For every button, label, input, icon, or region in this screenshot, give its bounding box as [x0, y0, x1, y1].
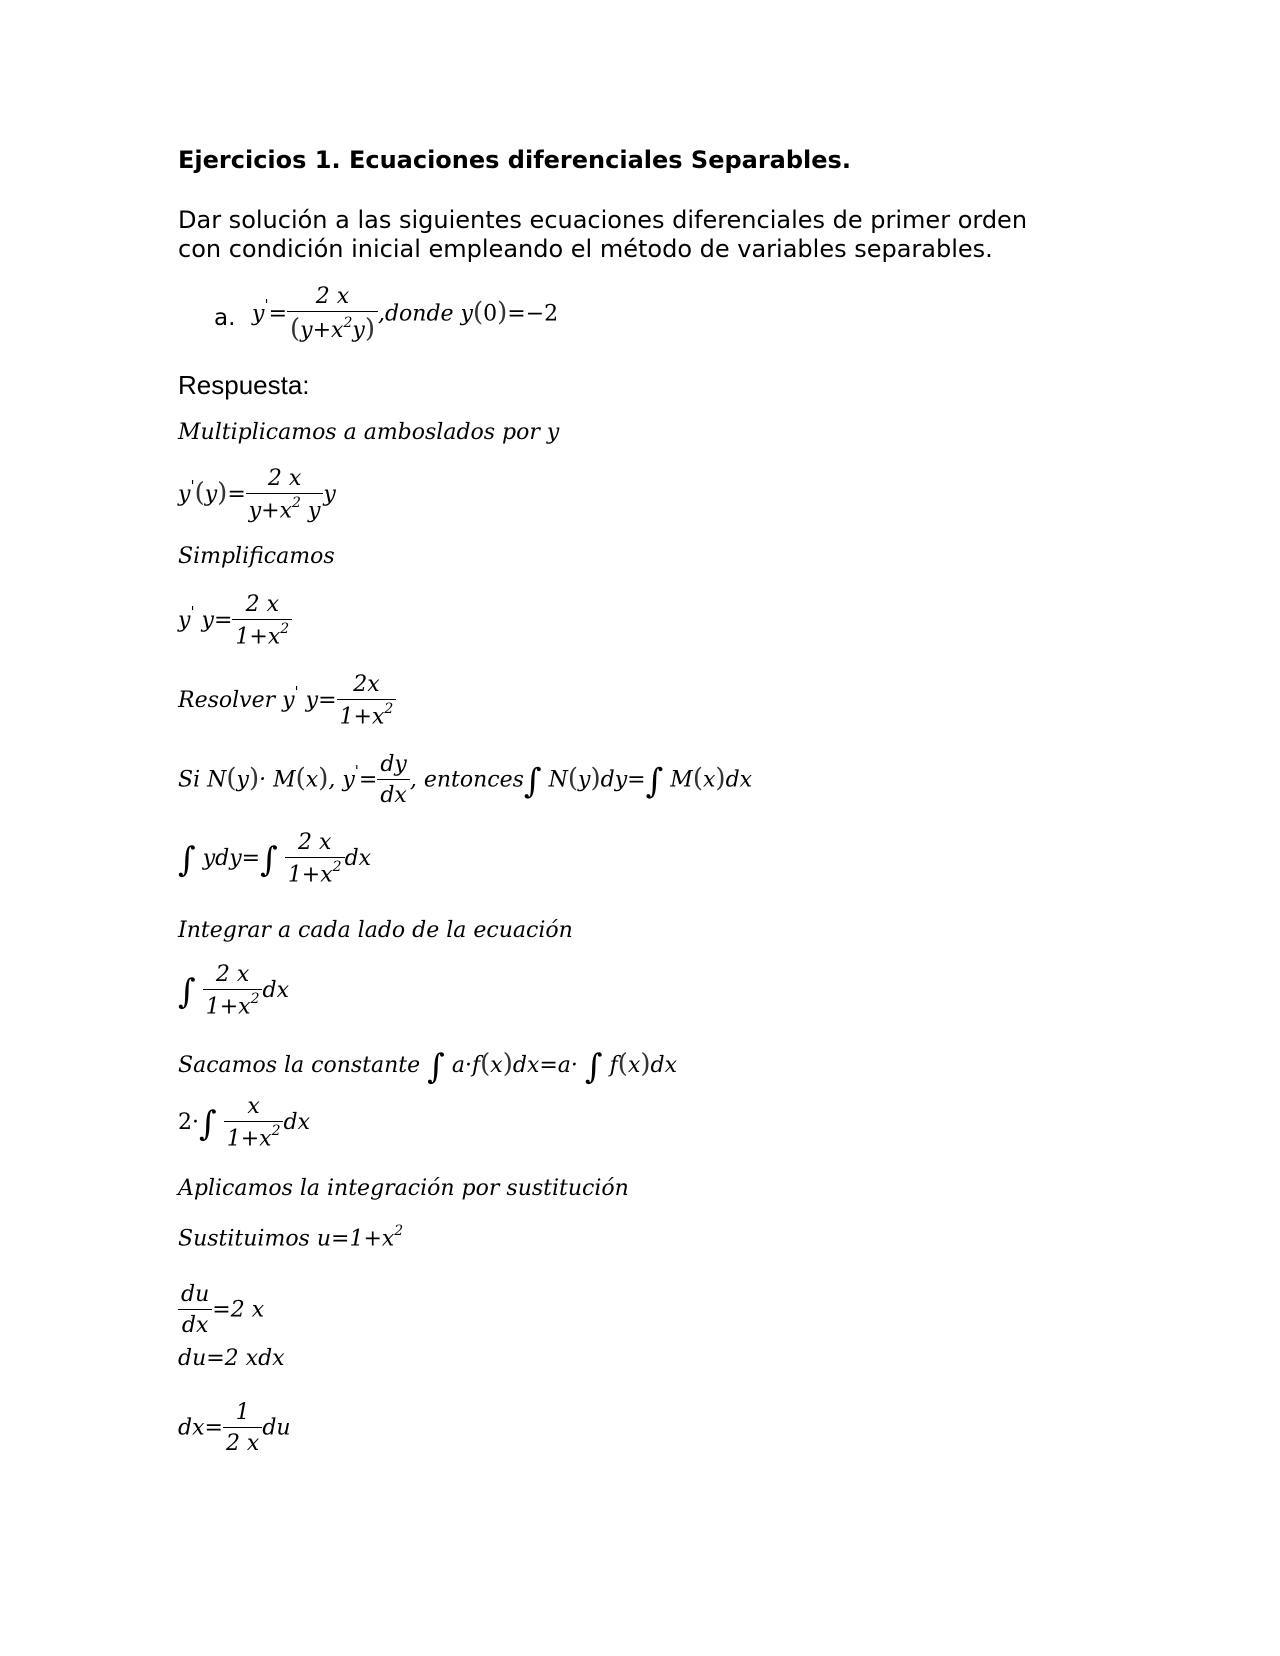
s5-den-exp: 2: [384, 701, 394, 718]
exercise-equation: [252, 284, 558, 345]
paren-open: (: [290, 314, 301, 345]
s2-fraction: [246, 466, 324, 524]
step-multiplicamos: Multiplicamos a amboslados por y: [178, 420, 560, 445]
step-equation-simplified: [178, 592, 292, 650]
s6-entonces: , entonces: [409, 767, 524, 793]
s10-label: Sacamos la constante: [178, 1053, 421, 1078]
s9-den-exp: 2: [250, 991, 260, 1008]
s10-a1: a·f: [444, 1053, 481, 1078]
s11-num: x: [224, 1094, 284, 1122]
integral-icon: ∫: [523, 761, 542, 802]
s6-c2: ): [318, 763, 329, 794]
integral-icon: ∫: [199, 1103, 217, 1144]
eq-condition: ,donde y: [377, 301, 473, 327]
s2-y: y: [204, 481, 218, 507]
step-sustituimos: [178, 1223, 404, 1252]
den-plus: +: [312, 318, 332, 344]
integral-icon: ∫: [178, 839, 196, 880]
s2-den-exp: 2: [292, 495, 301, 512]
s16-num: 1: [223, 1400, 262, 1428]
step-du-dx: [178, 1282, 264, 1339]
s5-num: 2x: [337, 672, 397, 700]
step-sacamos-constante: [178, 1047, 678, 1087]
s14-num: du: [178, 1282, 212, 1310]
integral-icon: ∫: [584, 1047, 603, 1087]
s9-dx: dx: [262, 977, 289, 1003]
eq-lhs: y: [252, 301, 265, 327]
s2-den: [246, 494, 324, 524]
cond-paren-close: ): [497, 297, 508, 328]
s11-two: 2·: [178, 1109, 199, 1135]
den-y2: y: [352, 318, 365, 344]
s10-c1: ): [502, 1049, 513, 1079]
step-integral-rhs: [178, 962, 289, 1020]
s6-o3: (: [567, 763, 579, 794]
s4-den: [232, 620, 292, 650]
s6-o2: (: [295, 763, 306, 794]
s16-rhs: du: [262, 1415, 291, 1441]
s2-eq: =: [227, 481, 246, 507]
eq-numerator: 2 x: [287, 284, 378, 312]
s6-y1: y: [236, 767, 249, 793]
s6-eq: =: [358, 767, 378, 793]
integral-icon: ∫: [178, 971, 196, 1012]
eq-denominator: [287, 312, 378, 345]
s2-close: ): [217, 477, 228, 508]
s9-den-base: 1+x: [205, 994, 251, 1020]
s10-c2: ): [640, 1049, 651, 1079]
step-dx-eq: [178, 1400, 291, 1457]
s5-prime: ': [294, 682, 299, 701]
s14-den: dx: [181, 1313, 209, 1339]
s6-si: Si N: [178, 767, 227, 793]
s13-label: Sustituimos u=1+x: [178, 1226, 395, 1252]
eq-fraction: [287, 284, 378, 345]
den-x: x: [331, 318, 344, 344]
s6-num: dy: [377, 752, 410, 780]
s2-prime: ': [190, 476, 195, 495]
integral-icon: ∫: [260, 839, 278, 880]
exercise-marker: a.: [214, 305, 236, 331]
den-y: y: [300, 318, 313, 344]
step-constant-extracted: [178, 1094, 310, 1152]
s5-eq: =: [318, 687, 337, 713]
s4-fraction: [232, 592, 292, 650]
integral-icon: ∫: [427, 1047, 445, 1087]
s6-o4: (: [692, 763, 703, 794]
s2-lhs: y: [178, 481, 191, 507]
s6-c3: ): [590, 763, 601, 794]
eq-equals: =: [268, 301, 287, 327]
s6-y2: y: [578, 767, 591, 793]
s5-fraction: [337, 672, 397, 730]
s10-o2: (: [617, 1049, 628, 1079]
s9-den: [203, 990, 263, 1020]
eq-prime: ': [264, 296, 269, 315]
s6-comma: , y: [328, 767, 355, 793]
step-integrar: Integrar a cada lado de la ecuación: [178, 918, 573, 943]
s10-x2: x: [627, 1053, 641, 1078]
s6-o1: (: [226, 763, 237, 794]
s2-den-base: y+x: [248, 498, 293, 524]
integral-icon: ∫: [645, 761, 664, 802]
s6-x2: x: [703, 767, 716, 793]
s11-den: [224, 1122, 284, 1152]
cond-paren-open: (: [472, 297, 484, 328]
s5-label: Resolver y: [178, 687, 295, 713]
respuesta-heading: Respuesta:: [178, 370, 310, 400]
s6-x1: x: [305, 767, 319, 793]
step-integral-both-sides: [178, 830, 371, 888]
s7-den-exp: 2: [332, 859, 342, 876]
s4-y: y: [194, 607, 214, 633]
s7-ydy: ydy=: [195, 845, 261, 871]
s13-exp: 2: [394, 1223, 404, 1239]
s6-m: M: [663, 767, 693, 793]
intro-line-2: con condición inicial empleando el método de variables separables.: [178, 235, 993, 263]
s4-lhs: y: [178, 607, 191, 633]
s14-fraction: [178, 1282, 212, 1339]
s11-den-exp: 2: [271, 1123, 281, 1140]
s16-lhs: dx=: [178, 1415, 223, 1441]
step-separable-rule: [178, 752, 752, 809]
s10-f: f: [602, 1053, 618, 1078]
s16-den: 2 x: [225, 1431, 260, 1457]
s5-den: [337, 700, 397, 730]
s11-den-base: 1+x: [226, 1126, 272, 1152]
s2-open: (: [194, 477, 205, 508]
step-du-eq: du=2 xdx: [178, 1346, 285, 1371]
s2-num: 2 x: [246, 466, 324, 494]
s16-fraction: [223, 1400, 262, 1457]
s10-dx1: dx=a·: [512, 1053, 578, 1078]
cond-rhs: =−2: [507, 301, 559, 327]
step-equation-multiplied: [178, 466, 336, 524]
s6-den: dx: [380, 783, 407, 809]
s10-o1: (: [480, 1049, 491, 1079]
s7-fraction: [285, 830, 345, 888]
den-exponent: 2: [343, 314, 353, 331]
s4-den-exp: 2: [280, 621, 290, 638]
step-sustitucion: Aplicamos la integración por sustitución: [178, 1176, 629, 1201]
s7-den: [285, 858, 345, 888]
intro-line-1: Dar solución a las siguientes ecuaciones diferenciales de primer orden: [178, 206, 1028, 234]
s4-num: 2 x: [232, 592, 292, 620]
s7-num: 2 x: [285, 830, 345, 858]
s6-dx: dx: [725, 767, 753, 793]
s6-c1: ): [248, 763, 260, 794]
cond-zero: 0: [483, 301, 498, 327]
s10-x1: x: [490, 1053, 503, 1078]
s6-dy: dy=: [600, 767, 646, 793]
s10-dx2: dx: [650, 1053, 678, 1078]
intro-paragraph: [178, 206, 1027, 264]
s9-fraction: [203, 962, 263, 1020]
document-title: Ejercicios 1. Ecuaciones diferenciales Separables.: [178, 146, 851, 174]
s4-eq: =: [213, 607, 233, 633]
s4-den-base: 1+x: [235, 624, 281, 650]
s14-rhs: =2 x: [212, 1297, 265, 1323]
s6-fraction: [377, 752, 410, 809]
s5-den-base: 1+x: [339, 704, 385, 730]
step-resolver: [178, 672, 396, 730]
s2-tail: y: [323, 481, 336, 507]
s2-den-y: y: [300, 498, 321, 524]
s7-dx: dx: [344, 845, 372, 871]
paren-close: ): [364, 314, 375, 345]
s4-prime: ': [190, 602, 195, 621]
s6-c4: ): [715, 763, 726, 794]
s5-y: y: [298, 687, 319, 713]
s6-dot: · M: [259, 767, 296, 793]
s9-num: 2 x: [203, 962, 263, 990]
s7-den-base: 1+x: [287, 862, 333, 888]
s6-n: N: [541, 767, 568, 793]
s11-fraction: [224, 1094, 284, 1152]
s11-dx: dx: [283, 1109, 310, 1135]
step-simplificamos: Simplificamos: [178, 544, 335, 569]
s6-prime: ': [354, 761, 359, 780]
